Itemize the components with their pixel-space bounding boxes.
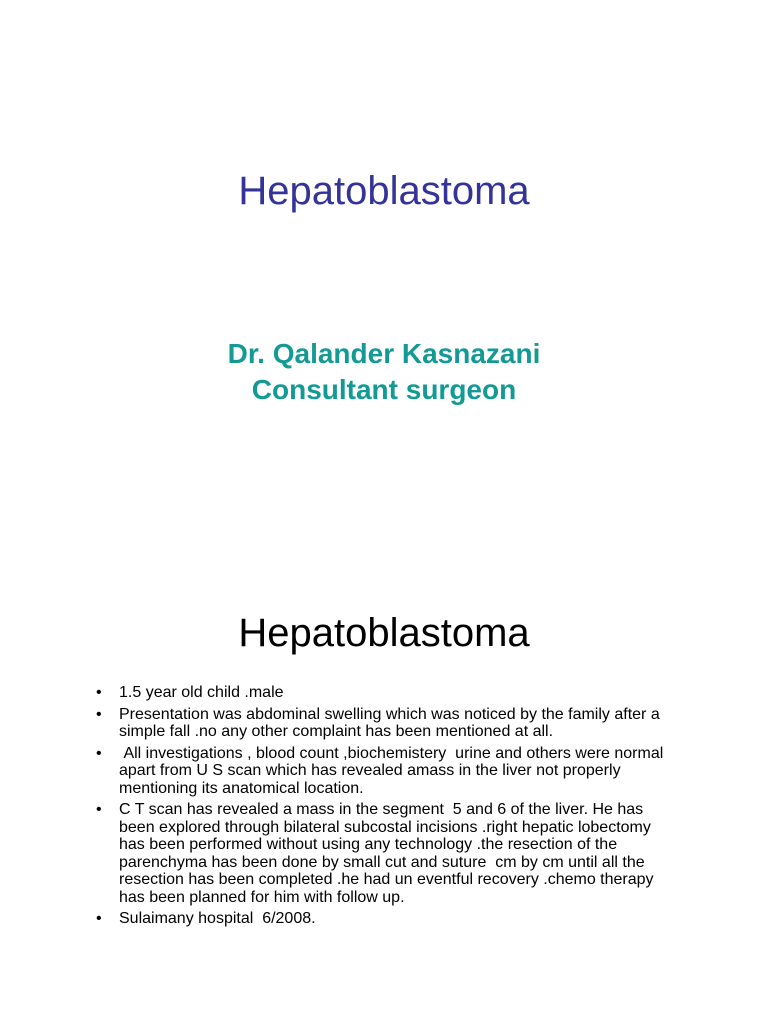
author-role: Consultant surgeon xyxy=(251,374,517,405)
slide-2 xyxy=(0,512,768,1024)
bullet-text: C T scan has revealed a mass in the segment 5 and 6 of the liver. He has been explored through bilateral subcostal incisions .right hepatic lobectomy has been performed without using any technology .the resection of the parenchyma has been done by small cut and suture cm by cm until all the resection has been completed .he had un eventful recovery .chemo therapy has been planned for him with follow up. xyxy=(119,801,658,906)
bullet-icon: • xyxy=(96,744,102,762)
bullet-icon: • xyxy=(96,801,102,818)
bullet-item-1 xyxy=(96,684,676,702)
bullet-text: Presentation was abdominal swelling which was noticed by the family after a simple fall .no any other complaint has been mentioned at all. xyxy=(119,705,665,740)
bullet-item-2 xyxy=(96,706,676,741)
bullet-list xyxy=(96,684,676,932)
author-name: Dr. Qalander Kasnazani xyxy=(227,338,541,369)
bullet-icon: • xyxy=(96,910,102,927)
bullet-item-5 xyxy=(96,910,676,928)
slide-1-subtitle xyxy=(0,336,768,408)
bullet-icon: • xyxy=(96,705,102,723)
bullet-text: 1.5 year old child .male xyxy=(119,684,284,701)
bullet-text: Sulaimany hospital 6/2008. xyxy=(119,910,316,927)
slide-1-title: Hepatoblastoma xyxy=(238,169,530,213)
slide-2-title: Hepatoblastoma xyxy=(238,611,530,655)
bullet-item-3 xyxy=(96,745,676,798)
bullet-icon: • xyxy=(96,684,102,701)
bullet-item-4 xyxy=(96,801,676,906)
bullet-text: All investigations , blood count ,biochemistery urine and others were normal apart from U S scan which has revealed amass in the liver not properly mentioning its anatomical location. xyxy=(119,744,668,797)
